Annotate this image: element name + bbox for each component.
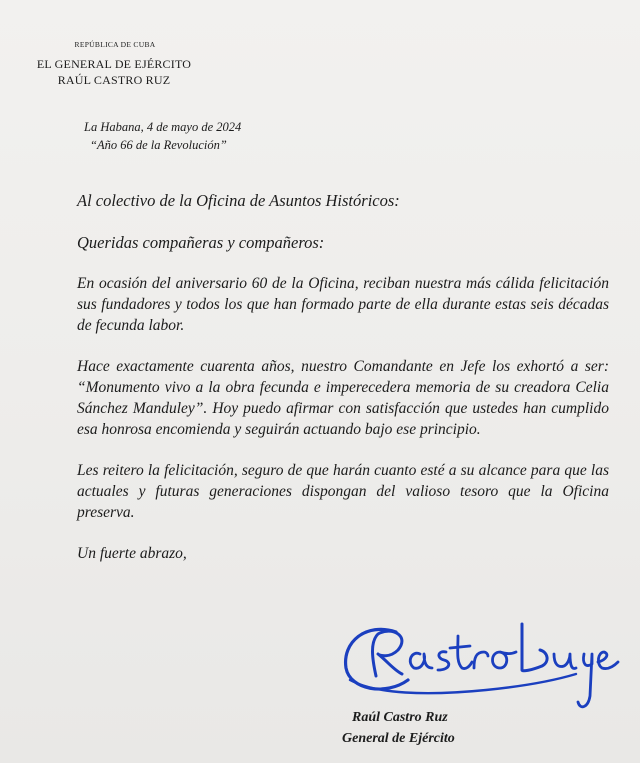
signer-block (342, 707, 455, 749)
closing: Un fuerte abrazo, (77, 545, 187, 562)
paragraph-commander: Hace exactamente cuarenta años, nuestro Comandante en Jefe los exhortó a ser: “Monumento vivo a la obra fecunda e imperecedera memoria de su creadora Celia Sánchez Manduley”. Hoy puedo afirmar con satisfacción que ustedes han cumplido esa honrosa encomienda y seguirán actuando bajo ese principio. (77, 358, 609, 438)
place-date: La Habana, 4 de mayo de 2024 (84, 120, 242, 134)
letterhead-name: RAÚL CASTRO RUZ (57, 73, 171, 87)
year-motto: “Año 66 de la Revolución” (90, 138, 227, 152)
greeting: Queridas compañeras y compañeros: (77, 233, 325, 252)
paragraph-reiteration: Les reitero la felicitación, seguro de que harán cuanto esté a su alcance para que las actuales y futuras generaciones dispongan del valioso tesoro que la Oficina preserva. (77, 462, 609, 521)
letterhead-position: EL GENERAL DE EJÉRCITO (36, 57, 192, 71)
paragraph-anniversary: En ocasión del aniversario 60 de la Oficina, reciban nuestra más cálida felicitación sus fundadores y todos los que han formado parte de ella durante estas seis décadas de fecunda labor. (77, 275, 609, 334)
handwritten-signature (336, 610, 631, 720)
letterhead (24, 40, 204, 88)
addressee: Al colectivo de la Oficina de Asuntos Históricos: (77, 191, 400, 210)
signer-title: General de Ejército (342, 731, 455, 746)
letter-body (77, 190, 609, 564)
letterhead-country: REPÚBLICA DE CUBA (74, 40, 156, 49)
dateline (84, 118, 241, 154)
signer-name: Raúl Castro Ruz (352, 710, 448, 725)
